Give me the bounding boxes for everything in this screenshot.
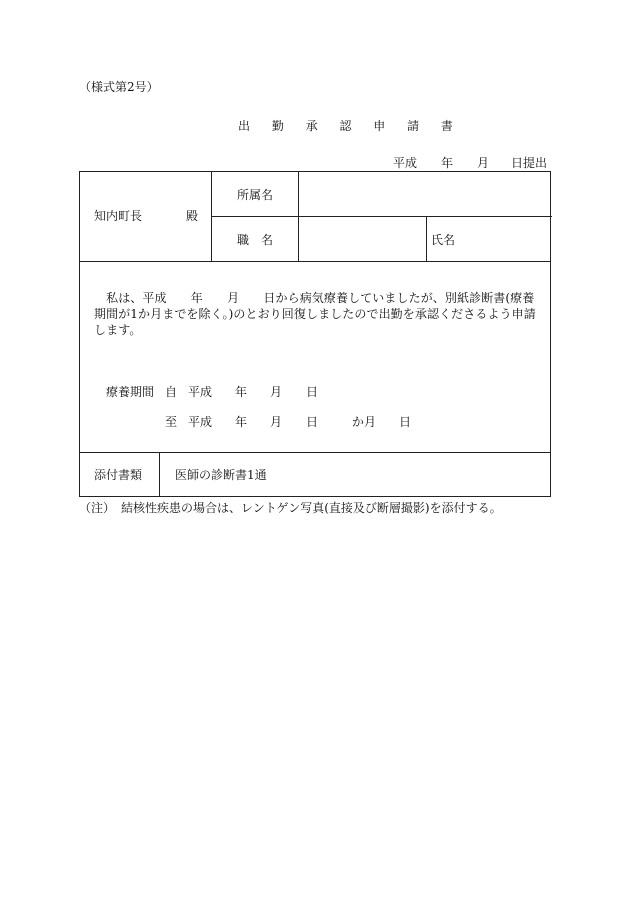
- period-from-day-unit: 日: [306, 385, 319, 399]
- form-number: （様式第2号）: [79, 80, 159, 94]
- period-from-label: 自: [165, 385, 178, 399]
- submission-era: 平成: [393, 156, 418, 170]
- attachment-value: 医師の診断書1通: [175, 468, 267, 482]
- application-body-text: 私は、平成 年 月 日から病気療養していましたが、別紙診断書(療養期間が1か月までを除く。)のとおり回復しましたので出勤を承認くださるよう申請します。: [94, 291, 536, 337]
- period-duration-months: か月: [352, 415, 377, 429]
- name-label: 氏名: [431, 233, 456, 247]
- submission-day-label: 日提出: [511, 156, 548, 170]
- period-to-day-unit: 日: [306, 415, 319, 429]
- divider-name-column: [426, 216, 427, 261]
- period-from-era: 平成: [188, 385, 213, 399]
- application-form-table: [79, 171, 551, 497]
- position-field[interactable]: [301, 219, 423, 258]
- affiliation-label: 所属名: [237, 188, 274, 202]
- affiliation-field[interactable]: [301, 175, 548, 213]
- period-to-month-unit: 月: [270, 415, 283, 429]
- period-duration-days: 日: [399, 415, 412, 429]
- addressee-name: 知内町長: [94, 209, 143, 223]
- divider-row-2: [80, 261, 550, 262]
- period-to-era: 平成: [188, 415, 213, 429]
- footnote: （注） 結核性疾患の場合は、レントゲン写真(直接及び断層撮影)を添付する。: [79, 501, 502, 515]
- divider-attachment: [159, 452, 160, 496]
- period-from-year-unit: 年: [235, 385, 248, 399]
- period-from-month-unit: 月: [270, 385, 283, 399]
- attachment-label: 添付書類: [94, 468, 143, 482]
- divider-row-1: [211, 216, 552, 217]
- addressee-honorific: 殿: [186, 209, 199, 223]
- submission-year-unit: 年: [441, 156, 454, 170]
- position-label: 職 名: [237, 233, 274, 247]
- divider-row-3: [80, 452, 550, 453]
- period-to-label: 至: [165, 415, 178, 429]
- treatment-period-label: 療養期間: [106, 385, 155, 399]
- name-field[interactable]: [460, 219, 546, 258]
- page-title: 出 勤 承 認 申 請 書: [238, 119, 462, 133]
- submission-month-unit: 月: [477, 156, 490, 170]
- period-to-year-unit: 年: [235, 415, 248, 429]
